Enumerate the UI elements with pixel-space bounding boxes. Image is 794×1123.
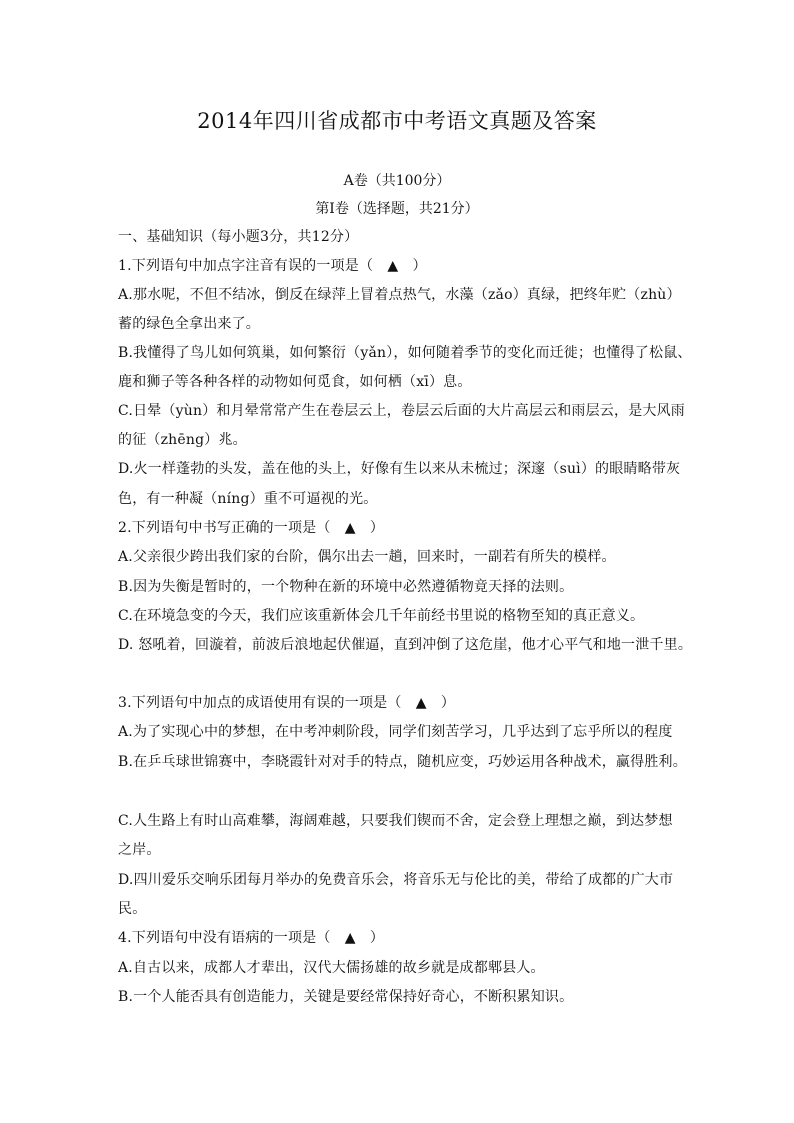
basic-knowledge-heading: 一、基础知识（每小题3分，共12分） <box>118 229 359 245</box>
question-4-option-a: A.自古以来，成都人才辈出，汉代大儒扬雄的故乡就是成都郫县人。 <box>118 960 545 976</box>
question-4-option-b: B.一个人能否具有创造能力，关键是要经常保持好奇心，不断积累知识。 <box>118 989 574 1005</box>
question-3-option-d-line-2: 民。 <box>118 901 147 917</box>
question-1-option-c-line-1: C.日晕（yùn）和月晕常常产生在卷层云上，卷层云后面的大片高层云和雨层云，是大风雨 <box>118 403 686 419</box>
question-1-option-b-line-1: B.我懂得了鸟儿如何筑巢，如何繁衍（yǎn），如何随着季节的变化而迁徙；也懂得了松鼠、 <box>118 345 692 361</box>
question-3-option-a: A.为了实现心中的梦想，在中考冲刺阶段，同学们刻苦学习，几乎达到了忘乎所以的程度 <box>118 724 673 740</box>
question-2-option-b: B.因为失衡是暂时的，一个物种在新的环境中必然遵循物竟天择的法则。 <box>118 579 574 595</box>
question-3-option-c-line-1: C.人生路上有时山高难攀，海阔难越，只要我们锲而不舍，定会登上理想之巅，到达梦想 <box>118 813 673 829</box>
question-1-option-a-line-2: 蓄的绿色全拿出来了。 <box>118 316 260 332</box>
question-3-option-b: B.在乒乓球世锦赛中，李晓霞针对对手的特点，随机应变，巧妙运用各种战术，赢得胜利。 <box>118 754 687 770</box>
document-title: 2014年四川省成都市中考语文真题及答案 <box>197 109 597 133</box>
question-1-option-b-line-2: 鹿和狮子等各种各样的动物如何觅食，如何栖（xī）息。 <box>118 374 472 390</box>
question-1-option-c-line-2: 的征（zhēng）兆。 <box>118 432 247 448</box>
section-a-heading: A卷（共100分） <box>343 173 451 189</box>
question-2-option-d: D. 怒吼着，回漩着，前波后浪地起伏催逼，直到冲倒了这危崖，他才心平气和地一泄千里。 <box>118 637 693 653</box>
question-2-option-c: C.在环境急变的今天，我们应该重新体会几千年前经书里说的格物至知的真正意义。 <box>118 608 645 624</box>
question-2-option-a: A.父亲很少跨出我们家的台阶，偶尔出去一趟，回来时，一副若有所失的模样。 <box>118 549 616 565</box>
question-2-stem: 2.下列语句中书写正确的一项是（ ▲ ） <box>118 520 385 536</box>
question-1-option-a-line-1: A.那水呢，不但不结冰，倒反在绿萍上冒着点热气，水藻（zǎo）真绿，把终年贮（zhù） <box>118 287 681 303</box>
question-1-stem: 1.下列语句中加点字注音有误的一项是（ ▲ ） <box>118 258 427 274</box>
question-3-option-d-line-1: D.四川爱乐交响乐团每月举办的免费音乐会，将音乐无与伦比的美，带给了成都的广大市 <box>118 872 674 888</box>
question-1-option-d-line-2: 色，有一种凝（níng）重不可逼视的光。 <box>118 491 378 507</box>
question-3-stem: 3.下列语句中加点的成语使用有误的一项是（ ▲ ） <box>118 695 456 711</box>
part-one-heading: 第Ⅰ卷（选择题，共21分） <box>315 201 479 217</box>
question-4-stem: 4.下列语句中没有语病的一项是（ ▲ ） <box>118 930 385 946</box>
question-1-option-d-line-1: D.火一样蓬勃的头发，盖在他的头上，好像有生以来从未梳过；深邃（suì）的眼睛略带灰 <box>118 461 681 477</box>
question-3-option-c-line-2: 之岸。 <box>118 842 161 858</box>
